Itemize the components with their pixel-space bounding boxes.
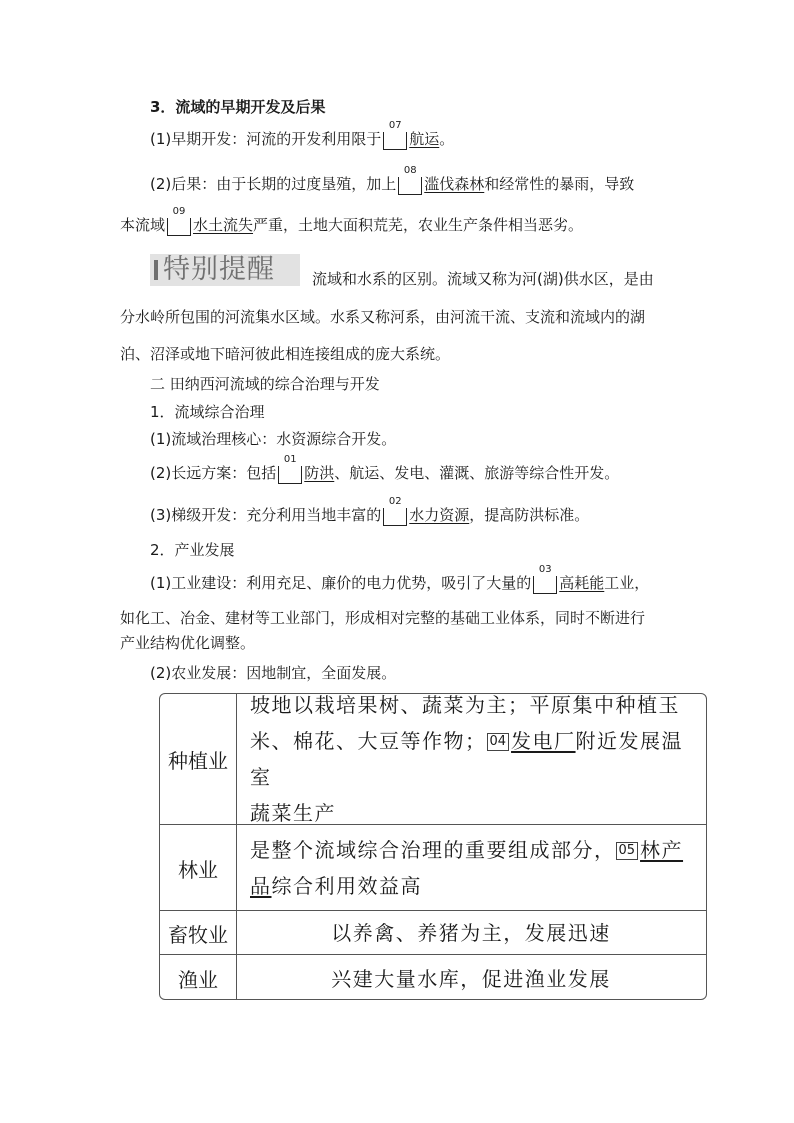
answer-tag: 04 — [487, 733, 510, 751]
table-row — [160, 824, 706, 911]
table-description: 兴建大量水库，促进渔业发展 — [331, 966, 611, 991]
table-category: 渔业 — [160, 955, 237, 1000]
answer-blank: 01 — [278, 462, 302, 484]
answer-text: 水力资源 — [409, 506, 470, 524]
answer-blank: 07 — [383, 128, 407, 150]
answer-text: 高耗能 — [559, 574, 605, 592]
answer-text: 防洪 — [304, 464, 335, 482]
paragraph-industry: (1)工业建设：利用充足、廉价的电力优势，吸引了大量的 03 高耗能工业， — [150, 564, 650, 592]
table-row — [160, 954, 706, 1000]
special-reminder-banner: 特别提醒 — [150, 254, 300, 286]
answer-blank: 03 — [533, 572, 557, 594]
subsection-heading: 2．产业发展 — [150, 541, 235, 559]
exclamation-icon — [154, 260, 158, 280]
table-description: 以养禽、养猪为主，发展迅速 — [331, 921, 611, 945]
answer-tag: 05 — [616, 842, 639, 860]
paragraph-industry-cont: 产业结构优化调整。 — [120, 634, 256, 652]
paragraph-consequence: (2)后果：由于长期的过度垦殖，加上 08 滥伐森林和经常性的暴雨，导致 — [150, 165, 635, 193]
section-heading: 3．流域的早期开发及后果 — [150, 98, 326, 116]
answer-text: 航运 — [409, 130, 440, 148]
answer-text: 发电厂 — [511, 729, 576, 753]
answer-text: 滥伐森林 — [424, 175, 485, 193]
paragraph-long-term-plan: (2)长远方案：包括 01 防洪、航运、发电、灌溉、旅游等综合性开发。 — [150, 454, 620, 482]
tip-text-line: 流域和水系的区别。流域又称为河(湖)供水区，是由 — [312, 270, 654, 288]
paragraph-core: (1)流域治理核心：水资源综合开发。 — [150, 430, 397, 448]
answer-text: 水土流失 — [193, 216, 254, 234]
table-row — [160, 910, 706, 955]
answer-text: 品 — [250, 874, 272, 898]
table-category: 林业 — [160, 825, 237, 911]
answer-text: 林产 — [640, 838, 684, 862]
paragraph-consequence-cont: 本流域 09 水土流失严重，土地大面积荒芜，农业生产条件相当恶劣。 — [120, 206, 584, 234]
table-description: 是整个流域综合治理的重要组成部分， 05 林产 品综合利用效益高 — [250, 838, 684, 898]
table-row — [160, 694, 706, 824]
table-category: 种植业 — [160, 694, 237, 824]
answer-blank: 02 — [383, 504, 407, 526]
paragraph-cascade-development: (3)梯级开发：充分利用当地丰富的 02 水力资源，提高防洪标准。 — [150, 496, 590, 524]
paragraph-industry-cont: 如化工、冶金、建材等工业部门，形成相对完整的基础工业体系，同时不断进行 — [120, 609, 646, 627]
answer-blank: 08 — [398, 173, 422, 195]
paragraph-agriculture: (2)农业发展：因地制宜，全面发展。 — [150, 664, 397, 682]
paragraph-early-development: (1)早期开发：河流的开发利用限于 07 航运。 — [150, 120, 455, 148]
tip-text-line: 泊、沼泽或地下暗河彼此相连接组成的庞大系统。 — [120, 345, 451, 363]
table-description: 坡地以栽培果树、蔬菜为主；平原集中种植玉 米、棉花、大豆等作物； 04 发电厂附近发展温室 蔬菜生产 — [250, 693, 684, 825]
table-category: 畜牧业 — [160, 911, 237, 955]
subsection-heading: 1．流域综合治理 — [150, 403, 265, 421]
industry-table — [159, 693, 707, 1000]
answer-blank: 09 — [167, 214, 191, 236]
part-heading: 二 田纳西河流域的综合治理与开发 — [150, 375, 380, 393]
tip-text-line: 分水岭所包围的河流集水区域。水系又称河系，由河流干流、支流和流域内的湖 — [120, 308, 646, 326]
